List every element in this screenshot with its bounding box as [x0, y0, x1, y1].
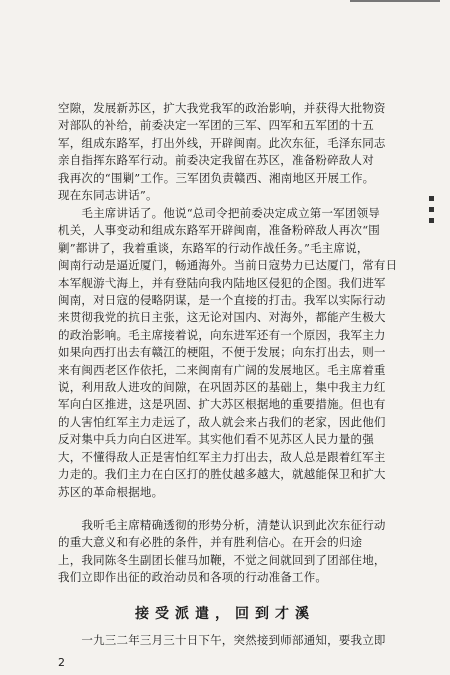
paragraph-1 [58, 100, 410, 204]
text-line: 的人害怕红军主力走远了，敌人就会来占我们的老家，因此他们 [58, 414, 386, 429]
section-heading: 接受派遣，回到才溪 [135, 606, 315, 622]
page-edge-line [350, 0, 440, 2]
text-line: 毛主席讲话了。他说“总司令把前委决定成立第一军团领导 [58, 206, 380, 220]
text-line: 亲自指挥东路军行动。前委决定我留在苏区，准备粉碎敌人对 [58, 153, 374, 168]
text-line: 对部队的补给，前委决定一军团的三军、四军和五军团的十五 [58, 118, 374, 133]
text-line: 军，组成东路军，打出外线，开辟闽南。此次东征，毛泽东同志 [58, 135, 386, 150]
text-line: 来贯彻我党的抗日主张，这无论对国内、对海外，都能产生极大 [58, 310, 386, 325]
text-line: 闽南，对日寇的侵略阴谋，是一个直接的打击。我军以实际行动 [58, 293, 386, 308]
text-line: 大，不懂得敌人正是害怕红军主力打出去，敌人总是跟着红军主 [58, 449, 386, 464]
text-line: 军向白区推进，这是巩固、扩大苏区根据地的重要措施。但也有 [58, 397, 386, 412]
margin-dot [429, 196, 434, 201]
text-line: 现在东同志讲话”。 [58, 188, 158, 203]
paragraph-3 [58, 517, 410, 587]
margin-dot [429, 218, 434, 223]
margin-dot [429, 207, 434, 212]
text-line: 本军舰游弋海上，并有登陆向我内陆地区侵犯的企图。我们进军 [58, 275, 386, 290]
paragraph-2 [58, 205, 410, 501]
text-line: 剿”都讲了，我着重谈，东路军的行动作战任务。”毛主席说， [58, 240, 369, 255]
text-line: 闽南行动是逼近厦门，畅通海外。当前日寇势力已达厦门，常有日 [58, 258, 398, 273]
text-line: 我听毛主席精确透彻的形势分析，清楚认识到此次东征行动 [58, 518, 386, 532]
text-line: 空隙，发展新苏区，扩大我党我军的政治影响，并获得大批物资 [58, 101, 386, 115]
text-line: 我再次的“围剿”工作。三军团负责赣西、湘南地区开展工作。 [58, 170, 375, 185]
text-line: 如果向西打出去有赣江的梗阻，不便于发展；向东打出去，则一 [58, 345, 386, 360]
text-line: 说，利用敌人进攻的间隙，在巩固苏区的基础上，集中我主力红 [58, 380, 386, 395]
text-line: 来有闽西老区作依托，二来闽南有广阔的发展地区。毛主席着重 [58, 362, 386, 377]
text-line: 机关，人事变动和组成东路军开辟闽南，准备粉碎敌人再次“围 [58, 223, 380, 238]
text-line: 上，我同陈冬生副团长催马加鞭，不觉之间就回到了团部住地， [58, 552, 386, 567]
text-line: 一九三二年三月三十日下午，突然接到师部通知，要我立即 [58, 633, 386, 647]
text-line: 力走的。我们主力在白区打的胜仗越多越大，就越能保卫和扩大 [58, 467, 386, 482]
text-line: 反对集中兵力向白区进军。其实他们看不见苏区人民力量的强 [58, 432, 374, 447]
margin-mark [426, 196, 436, 246]
paragraph-4 [58, 632, 410, 649]
text-line: 我们立即作出征的政治动员和各项的行动准备工作。 [58, 570, 328, 585]
page-number: 2 [58, 656, 65, 669]
text-line: 的重大意义和有必胜的条件，并有胜利信心。在开会的归途 [58, 535, 363, 550]
text-line: 的政治影响。毛主席接着说，向东进军还有一个原因，我军主力 [58, 327, 386, 342]
text-line: 苏区的革命根据地。 [58, 484, 164, 499]
